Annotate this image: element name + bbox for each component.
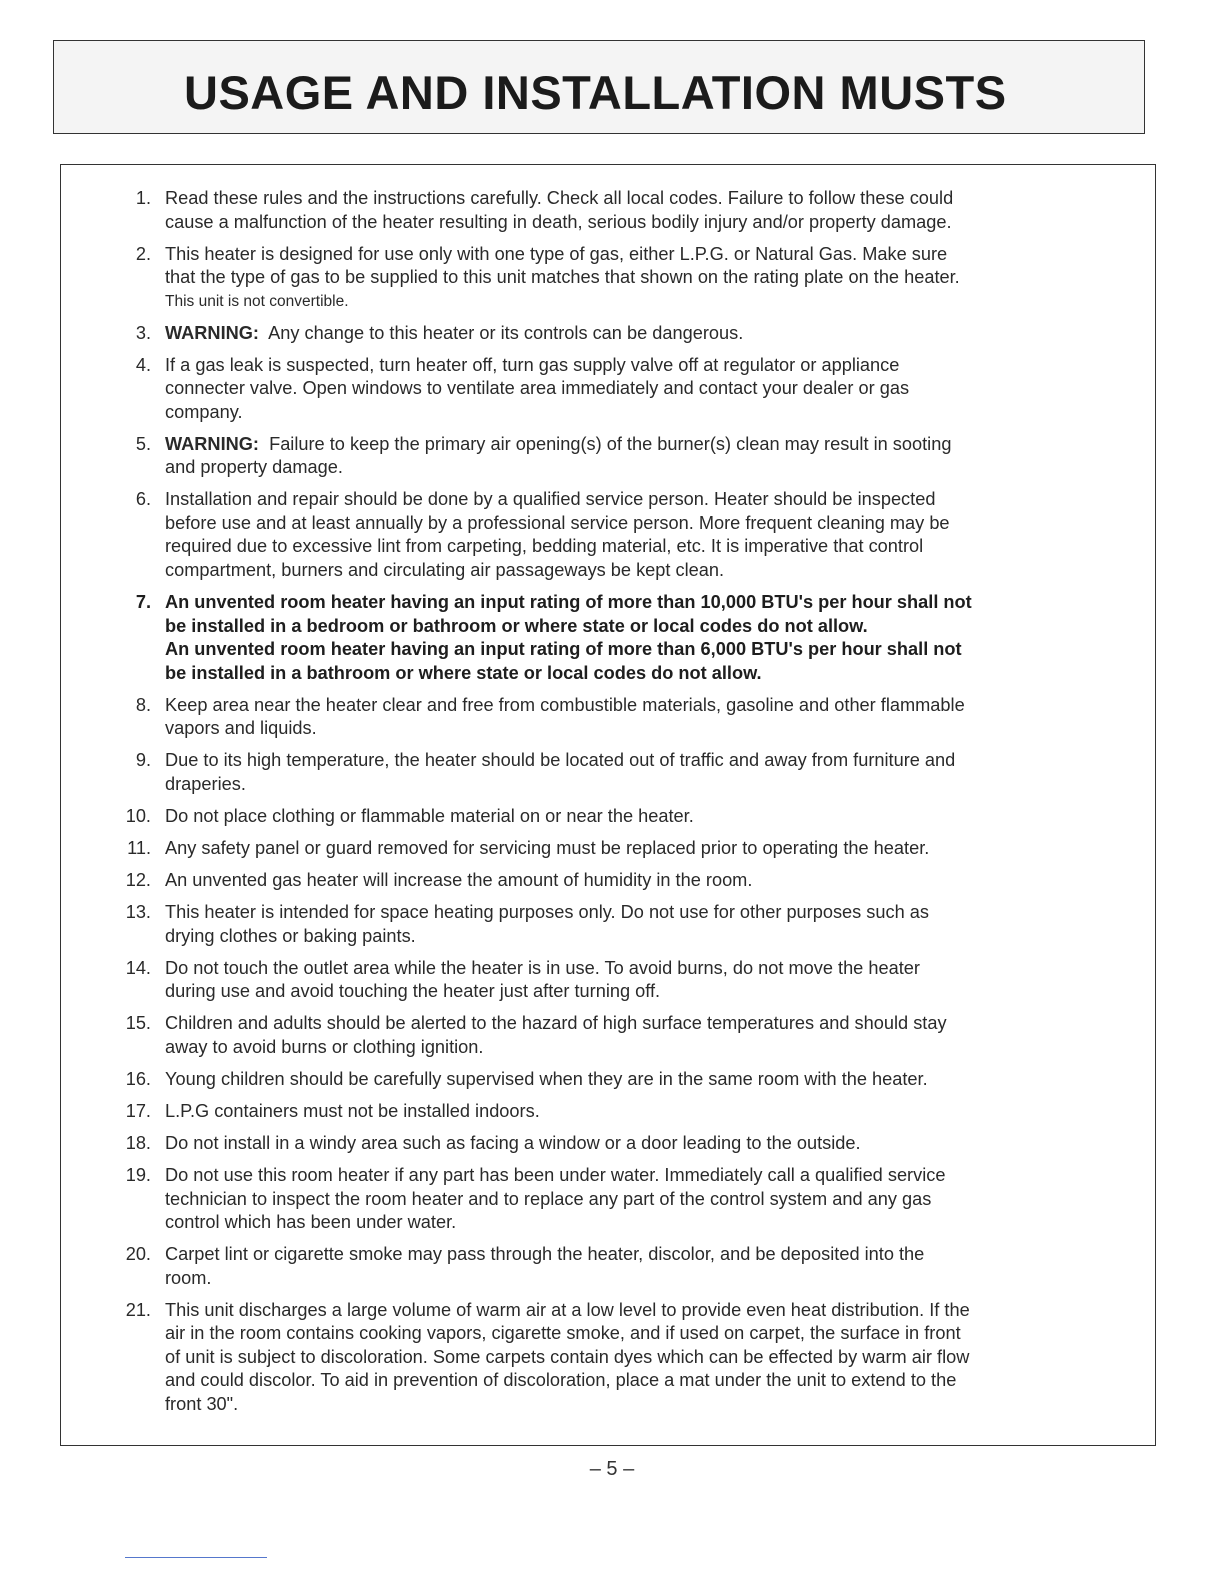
rule-line: An unvented gas heater will increase the amount of humidity in the room. [165, 870, 753, 891]
rule-number: 16. [125, 1068, 151, 1089]
rule-line: room. [165, 1267, 212, 1288]
rule-item [61, 805, 1151, 829]
rule-line: Young children should be carefully supervised when they are in the same room with the heater. [165, 1068, 928, 1089]
rule-item [61, 322, 1151, 346]
rule-number: 3. [135, 322, 151, 343]
rule-line: This heater is designed for use only with one type of gas, either L.P.G. or Natural Gas. Make sure [165, 243, 948, 264]
page-number: – 5 – [589, 1458, 635, 1480]
rule-number: 15. [125, 1013, 151, 1034]
rule-item [61, 957, 1151, 1004]
rule-line: Due to its high temperature, the heater should be located out of traffic and away from furniture and [165, 750, 956, 771]
rule-line: vapors and liquids. [165, 718, 317, 739]
rule-line: Do not place clothing or flammable material on or near the heater. [165, 805, 694, 826]
warning-label: WARNING: [165, 322, 259, 343]
rule-text: Failure to keep the primary air opening(s) of the burner(s) clean may result in sooting [269, 433, 952, 454]
rule-line: air in the room contains cooking vapors, cigarette smoke, and if used on carpet, the surface in front [165, 1323, 961, 1344]
rule-line: This unit discharges a large volume of warm air at a low level to provide even heat distribution. If the [165, 1299, 970, 1320]
rule-line: before use and at least annually by a professional service person. More frequent cleaning may be [165, 512, 950, 533]
rule-item [61, 591, 1151, 685]
rule-number: 10. [125, 805, 151, 826]
rule-line: Children and adults should be alerted to the hazard of high surface temperatures and should stay [165, 1013, 947, 1034]
rule-line: cause a malfunction of the heater resulting in death, serious bodily injury and/or property damage. [165, 211, 952, 232]
rule-item [61, 1164, 1151, 1235]
rule-number: 9. [135, 750, 151, 771]
rule-number: 14. [125, 957, 151, 978]
rule-item [61, 869, 1151, 893]
rule-number: 8. [135, 694, 151, 715]
rule-line: An unvented room heater having an input rating of more than 10,000 BTU's per hour shall not [165, 592, 972, 613]
title-banner [53, 40, 1145, 134]
rule-line: be installed in a bathroom or where state or local codes do not allow. [165, 662, 762, 683]
rule-item [61, 354, 1151, 425]
rule-line: be installed in a bedroom or bathroom or where state or local codes do not allow. [165, 615, 868, 636]
rule-number: 2. [135, 243, 151, 264]
rule-item [61, 187, 1151, 234]
rule-note: This unit is not convertible. [165, 292, 349, 310]
warning-label: WARNING: [165, 433, 259, 454]
rule-line: L.P.G containers must not be installed indoors. [165, 1101, 540, 1121]
rule-line: An unvented room heater having an input rating of more than 6,000 BTU's per hour shall not [165, 639, 962, 660]
rule-line: Carpet lint or cigarette smoke may pass through the heater, discolor, and be deposited into the [165, 1244, 925, 1265]
rule-line: and property damage. [165, 457, 343, 478]
rule-text: Any change to this heater or its controls can be dangerous. [268, 322, 744, 343]
rule-line: required due to excessive lint from carpeting, bedding material, etc. It is imperative that control [165, 536, 924, 557]
rule-line: Installation and repair should be done by a qualified service person. Heater should be inspected [165, 489, 936, 510]
rule-number: 7. [135, 592, 151, 613]
rule-item [61, 1132, 1151, 1156]
rule-line: control which has been under water. [165, 1212, 457, 1233]
rule-line: Keep area near the heater clear and free from combustible materials, gasoline and other flammable [165, 694, 965, 715]
rule-number: 18. [125, 1133, 151, 1154]
rule-line: Do not install in a windy area such as facing a window or a door leading to the outside. [165, 1133, 861, 1154]
rule-line: of unit is subject to discoloration. Some carpets contain dyes which can be effected by warm air flow [165, 1346, 970, 1367]
rules-list [61, 187, 1151, 1425]
rule-line: drying clothes or baking paints. [165, 925, 416, 946]
rule-line [165, 433, 1111, 457]
rule-item [61, 1100, 1151, 1124]
rule-line [165, 322, 1111, 346]
rule-number: 1. [135, 188, 151, 208]
rule-number: 13. [125, 902, 151, 923]
rule-number: 4. [135, 354, 151, 375]
rule-number: 12. [125, 870, 151, 891]
rule-line: company. [165, 401, 243, 422]
rule-number: 17. [125, 1101, 151, 1121]
rule-line: compartment, burners and circulating air passageways be kept clean. [165, 559, 725, 580]
rule-number: 11. [127, 837, 151, 858]
rule-line: during use and avoid touching the heater just after turning off. [165, 981, 661, 1002]
rule-item [61, 433, 1151, 480]
rule-item [61, 1299, 1151, 1417]
rule-item [61, 837, 1151, 861]
rule-line: technician to inspect the room heater and to replace any part of the control system and any gas [165, 1188, 932, 1209]
rule-item [61, 901, 1151, 948]
rule-line: that the type of gas to be supplied to this unit matches that shown on the rating plate on the heater. [165, 267, 960, 288]
rule-number: 21. [125, 1299, 151, 1320]
rule-line: If a gas leak is suspected, turn heater off, turn gas supply valve off at regulator or appliance [165, 354, 900, 375]
rule-number: 6. [135, 489, 151, 510]
rule-item [61, 1012, 1151, 1059]
rule-line: away to avoid burns or clothing ignition. [165, 1036, 484, 1057]
rule-item [61, 694, 1151, 741]
rules-box [60, 164, 1156, 1446]
rule-number: 5. [135, 433, 151, 454]
rule-line: Any safety panel or guard removed for servicing must be replaced prior to operating the heater. [165, 837, 930, 858]
footer-divider [125, 1557, 267, 1558]
rule-line: Read these rules and the instructions carefully. Check all local codes. Failure to follow these could [165, 188, 954, 208]
rule-line: draperies. [165, 773, 246, 794]
rule-line: Do not use this room heater if any part has been under water. Immediately call a qualified service [165, 1165, 946, 1186]
rule-number: 20. [125, 1244, 151, 1265]
rule-line: Do not touch the outlet area while the heater is in use. To avoid burns, do not move the heater [165, 957, 920, 978]
rule-line: connecter valve. Open windows to ventilate area immediately and contact your dealer or gas [165, 378, 910, 399]
rule-line: This heater is intended for space heating purposes only. Do not use for other purposes such as [165, 902, 929, 923]
rule-number: 19. [125, 1165, 151, 1186]
rule-item [61, 243, 1151, 314]
rule-line: front 30". [165, 1393, 239, 1414]
page-title: USAGE AND INSTALLATION MUSTS [184, 66, 1007, 119]
rule-line: and could discolor. To aid in prevention of discoloration, place a mat under the unit to extend to the [165, 1370, 957, 1391]
rule-item [61, 749, 1151, 796]
rule-item [61, 488, 1151, 582]
rule-item [61, 1243, 1151, 1290]
rule-item [61, 1068, 1151, 1092]
